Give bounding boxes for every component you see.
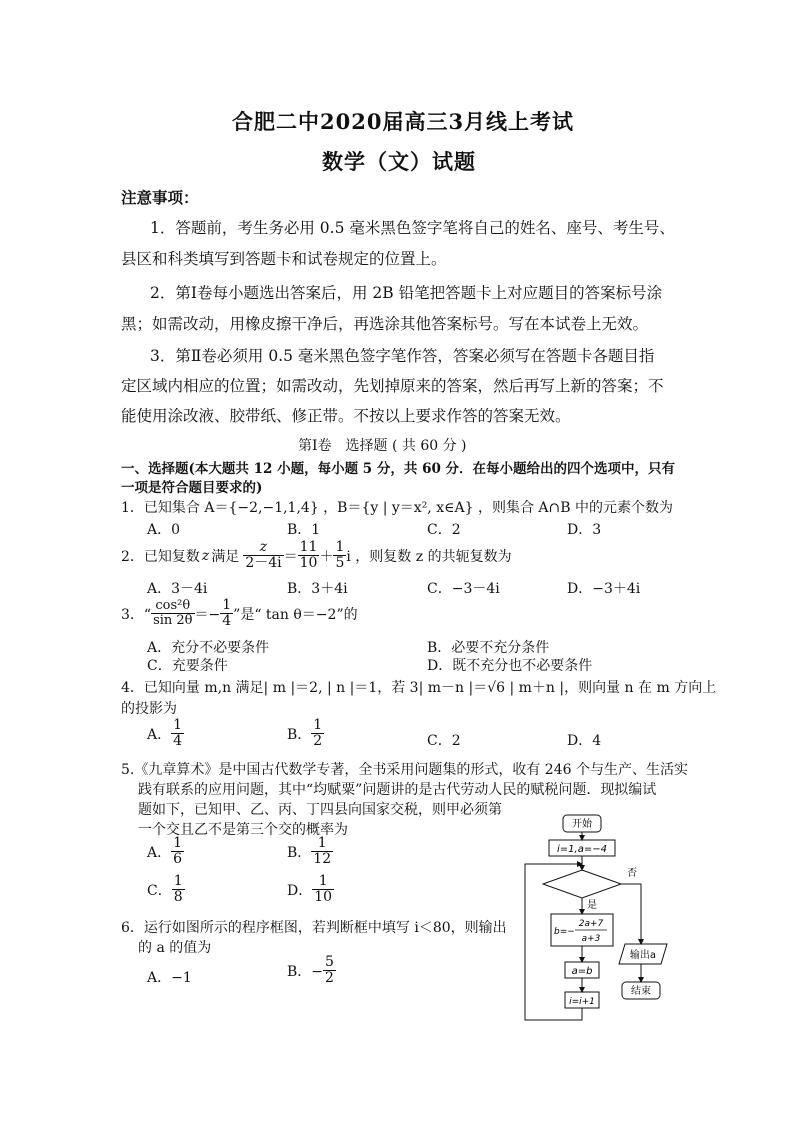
q2-fraction-1-5 <box>333 540 346 572</box>
q5-stem-line-4: 一个交且乙不是第三个交的概率为 <box>138 822 348 838</box>
q3-fraction-denominator: sin 2θ <box>153 613 193 629</box>
q4-stem-line-1: 4．已知向量 m,n 满足| m |＝2, | n |＝1，若 3| m－n |＝√6 | m＋n |，则向量 n 在 m 方向上 <box>121 680 717 696</box>
fraction-numerator: 1 <box>318 873 328 889</box>
q2-fraction-z-numerator: z <box>259 539 268 555</box>
q4-option-b <box>287 718 324 750</box>
q1-option-c: C．2 <box>427 522 461 538</box>
q3-option-a: A．充分不必要条件 <box>147 640 270 656</box>
q5-option-b <box>287 836 333 868</box>
fraction-numerator: 1 <box>173 873 183 889</box>
flowchart-start-label: 开始 <box>572 819 592 830</box>
q2-stem <box>121 540 512 572</box>
page-subtitle: 数学（文）试题 <box>322 149 476 174</box>
fraction-numerator: 1 <box>313 717 323 733</box>
q2-plus: ＋ <box>319 548 334 565</box>
flowchart-b-prefix: b=− <box>554 927 575 937</box>
q4-option-a-fraction <box>171 718 184 750</box>
q3-prefix: 3．“ <box>121 606 152 623</box>
flowchart-end-label: 结束 <box>631 986 651 997</box>
q3-stem <box>121 598 358 630</box>
flowchart-decision-diamond <box>543 870 621 898</box>
q1-stem: 1．已知集合 A＝{−2,−1,1,4} ，B＝{y | y＝x², x∈A} ，则集合 A∩B 中的元素个数为 <box>121 500 673 516</box>
fraction-numerator: 1 <box>317 835 327 851</box>
flowchart <box>515 812 715 1027</box>
q2-fraction-numerator: 1 <box>335 539 345 555</box>
q5-option-a-label: A． <box>147 844 172 861</box>
q6-option-a: A．−1 <box>147 970 192 986</box>
q3-fraction-denominator: 4 <box>222 613 232 630</box>
notice-item-2-line-1: 2．第Ⅰ卷每小题选出答案后，用 2B 铅笔把答题卡上对应题目的答案标号涂 <box>150 284 663 302</box>
flowchart-output-label: 输出a <box>629 950 657 961</box>
notice-item-3-line-2: 定区域内相应的位置；如需改动，先划掉原来的答案，然后再写上新的答案；不 <box>121 377 664 395</box>
q3-fraction-numerator: 1 <box>222 597 232 613</box>
notice-item-1-line-2: 县区和科类填写到答题卡和试卷规定的位置上。 <box>121 250 447 268</box>
q4-option-d: D．4 <box>567 733 602 749</box>
q2-equals: ＝ <box>283 548 298 565</box>
q2-suffix: i ，则复数 z 的共轭复数为 <box>346 548 512 565</box>
q6-option-b <box>287 955 336 987</box>
q2-option-d: D．−3＋4i <box>567 581 641 597</box>
notice-item-2-line-2: 黑；如需改动，用橡皮擦干净后，再选涂其他答案标号。写在本试卷上无效。 <box>121 315 649 333</box>
flowchart-yes-label: 是 <box>587 900 597 911</box>
q5-option-b-label: B． <box>287 844 312 861</box>
q3-suffix: ”是“ tan θ＝−2”的 <box>233 606 358 623</box>
q5-option-b-fraction <box>311 836 333 868</box>
section-heading-line-2: 一项是符合题目要求的) <box>121 480 263 496</box>
q5-option-c-fraction <box>172 874 185 906</box>
flowchart-increment-label: i=i+1 <box>569 997 595 1007</box>
q5-option-d <box>287 874 334 906</box>
flowchart-no-label: 否 <box>627 868 637 879</box>
q4-option-a <box>147 718 184 750</box>
q2-fraction-z <box>243 540 283 572</box>
fraction-denominator: 2 <box>313 733 323 750</box>
flowchart-b-numerator: 2a+7 <box>578 919 604 929</box>
flowchart-no-branch <box>621 884 641 944</box>
q1-option-d: D．3 <box>567 522 602 538</box>
q3-option-b: B．必要不充分条件 <box>427 640 550 656</box>
section-heading-line-1: 一、选择题(本大题共 12 小题，每小题 5 分，共 60 分．在每小题给出的四个选项中，只有 <box>121 461 676 477</box>
q2-fraction-11-10 <box>298 540 320 572</box>
q2-variable-z: z <box>201 547 210 564</box>
q5-option-a-fraction <box>171 836 184 868</box>
q2-option-b: B．3＋4i <box>287 581 348 597</box>
q5-option-d-fraction <box>312 874 334 906</box>
q4-option-a-label: A． <box>147 726 172 743</box>
notice-item-3-line-3: 能使用涂改液、胶带纸、修正带。不按以上要求作答的答案无效。 <box>121 407 571 425</box>
q5-option-a <box>147 836 184 868</box>
q3-fraction-numerator: cos²θ <box>155 598 191 614</box>
q4-option-b-fraction <box>311 718 324 750</box>
fraction-denominator: 8 <box>173 889 183 906</box>
q2-prefix: 2．已知复数 <box>121 548 200 565</box>
q6-option-b-fraction <box>323 955 336 987</box>
fraction-denominator: 2 <box>325 970 334 987</box>
q1-option-b: B．1 <box>287 522 321 538</box>
q6-stem-line-1: 6．运行如图所示的程序框图，若判断框中填写 i＜80，则输出 <box>121 920 507 936</box>
fraction-denominator: 10 <box>314 889 333 906</box>
q2-fraction-z-denominator: 2－4i <box>245 555 282 572</box>
q3-option-d: D．既不充分也不必要条件 <box>427 658 593 674</box>
q5-stem-line-1: 5.《九章算术》是中国古代数学专著，全书采用问题集的形式，收有 246 个与生产、生活实 <box>121 762 688 778</box>
q4-stem-line-2: 的投影为 <box>121 701 177 717</box>
q2-fraction-denominator: 5 <box>335 555 345 572</box>
q5-option-c-label: C． <box>147 882 172 899</box>
q5-option-c <box>147 874 185 906</box>
q2-fraction-numerator: 11 <box>299 539 318 555</box>
fraction-denominator: 12 <box>313 851 332 868</box>
flowchart-assign-label: a=b <box>571 966 593 977</box>
notice-heading: 注意事项： <box>121 188 199 207</box>
q3-option-c: C．充要条件 <box>147 658 228 674</box>
q6-option-b-label: B．− <box>287 963 324 980</box>
q3-fraction-1-4 <box>220 598 233 630</box>
notice-item-1-line-1: 1．答题前，考生务必用 0.5 毫米黑色签字笔将自己的姓名、座号、考生号、 <box>150 219 675 237</box>
page-title: 合肥二中2020届高三3月线上考试 <box>232 109 575 134</box>
q1-option-a: A．0 <box>147 522 181 538</box>
q2-option-a: A．3－4i <box>147 581 208 597</box>
q4-option-b-label: B． <box>287 726 312 743</box>
q4-option-c: C．2 <box>427 733 461 749</box>
q5-stem-line-2: 践有联系的应用问题，其中“均赋粟”问题讲的是古代劳动人民的赋税问题．现拟编试 <box>138 782 657 798</box>
q2-option-c: C．−3－4i <box>427 581 500 597</box>
q5-option-d-label: D． <box>287 882 313 899</box>
fraction-denominator: 4 <box>173 733 183 750</box>
q3-equals: ＝− <box>194 606 221 623</box>
fraction-numerator: 5 <box>325 954 334 970</box>
q2-fraction-denominator: 10 <box>299 555 318 572</box>
fraction-numerator: 1 <box>173 835 183 851</box>
q3-fraction-cos <box>151 599 194 629</box>
q2-mid: 满足 <box>211 548 240 565</box>
q6-stem-line-2: 的 a 的值为 <box>138 940 212 956</box>
fraction-numerator: 1 <box>173 717 183 733</box>
notice-item-3-line-1: 3．第Ⅱ卷必须用 0.5 毫米黑色签字笔作答，答案必须写在答题卡各题目指 <box>150 347 655 365</box>
section-title: 第Ⅰ卷 选择题 ( 共 60 分 ) <box>298 438 467 454</box>
fraction-denominator: 6 <box>173 851 183 868</box>
q5-stem-line-3: 题如下，已知甲、乙、丙、丁四县向国家交税，则甲必须第 <box>138 802 502 818</box>
flowchart-b-denominator: a+3 <box>581 934 601 944</box>
flowchart-init-label: i=1,a=−4 <box>557 844 607 855</box>
